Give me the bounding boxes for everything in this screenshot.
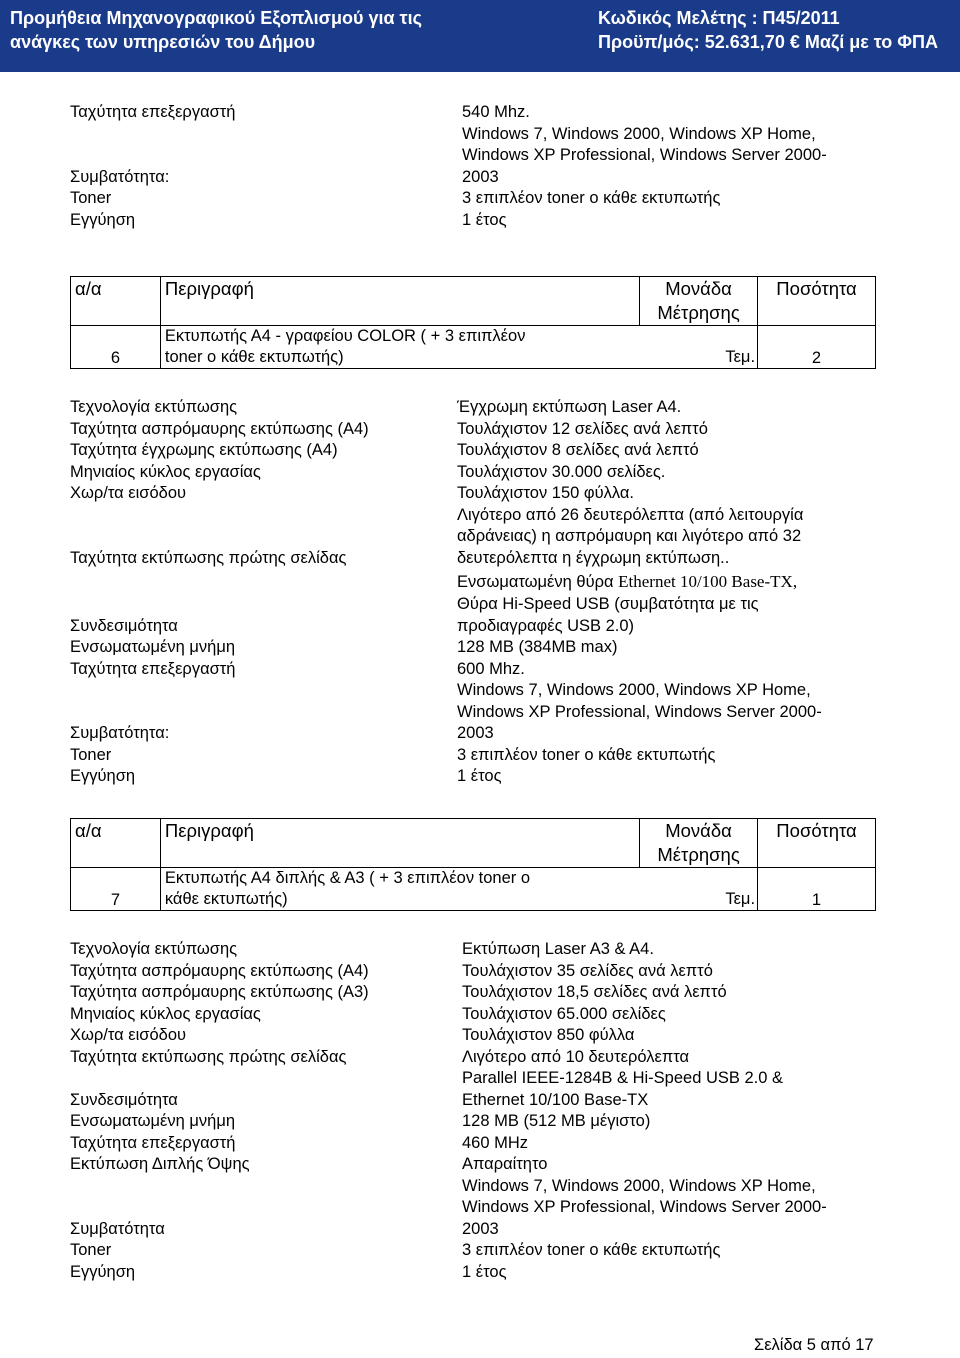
spec-value: Τουλάχιστον 35 σελίδες ανά λεπτό: [462, 961, 713, 980]
item-unit: Τεμ.: [725, 890, 756, 908]
item-description: [160, 868, 757, 911]
page-number: Σελίδα 5 από 17: [754, 1336, 874, 1354]
page-header: [0, 0, 960, 72]
spec-label: Ενσωματωμένη μνήμη: [70, 1112, 236, 1130]
spec-label: Ταχύτητα ασπρόμαυρης εκτύπωσης (Α3): [70, 983, 369, 1001]
col-unit-header: [640, 277, 758, 326]
spec-value: 460 MHz: [462, 1133, 529, 1152]
col-desc-header: Περιγραφή: [160, 277, 639, 326]
header-right: [598, 6, 938, 54]
header-study-code: Κωδικός Μελέτης : Π45/2011: [598, 8, 840, 28]
item-table-6: [70, 276, 876, 369]
spec-label: Ταχύτητα εκτύπωσης πρώτης σελίδας: [70, 548, 347, 567]
spec-value: Απαραίτητο: [462, 1155, 548, 1173]
spec-label: Ταχύτητα εκτύπωσης πρώτης σελίδας: [70, 1047, 347, 1066]
spec-value: 3 επιπλέον toner ο κάθε εκτυπωτής: [457, 745, 716, 764]
item-number: 6: [71, 326, 161, 369]
spec-value: Parallel IEEE-1284B & Hi-Speed USB 2.0 &: [462, 1069, 784, 1087]
spec-label: Ενσωματωμένη μνήμη: [70, 638, 236, 656]
spec-label: Ταχύτητα ασπρόμαυρης εκτύπωσης (Α4): [70, 419, 369, 438]
spec-label: Toner: [70, 189, 112, 207]
spec-label: Μηνιαίος κύκλος εργασίας: [70, 1004, 261, 1023]
table-header-row: [71, 277, 876, 326]
item-quantity: 2: [758, 326, 876, 369]
item-description: [160, 326, 757, 369]
spec-value: [457, 569, 797, 595]
item-quantity: 1: [758, 868, 876, 911]
spec-value: Εκτύπωση Laser A3 & A4.: [462, 940, 654, 958]
spec-label: Συνδεσιμότητα: [70, 1090, 178, 1109]
spec-label: Χωρ/τα εισόδου: [70, 1026, 187, 1044]
col-aa-header: α/α: [71, 277, 161, 326]
spec-value: 128 MB (512 MB μέγιστο): [462, 1112, 651, 1130]
item-number: 7: [71, 868, 161, 911]
spec-value: Έγχρωμη εκτύπωση Laser A4.: [457, 398, 682, 416]
spec-value: 1 έτος: [462, 210, 507, 229]
spec-value-part: ,: [792, 572, 798, 591]
spec-label: Ταχύτητα επεξεργαστή: [70, 103, 236, 121]
spec-value: 2003: [462, 1219, 499, 1238]
header-budget: Προϋπ/μός: 52.631,70 € Μαζί με το ΦΠΑ: [598, 32, 939, 52]
spec-value-ethernet: Ethernet 10/100 Base-TX: [618, 572, 793, 591]
spec-value: Ethernet 10/100 Base-TX: [462, 1090, 649, 1109]
col-unit-line1: Μονάδα: [665, 820, 732, 841]
table-header-row: [71, 819, 876, 868]
spec-value: Τουλάχιστον 12 σελίδες ανά λεπτό: [457, 419, 708, 438]
spec-value: Τουλάχιστον 850 φύλλα: [462, 1026, 635, 1044]
spec-value: 1 έτος: [457, 767, 502, 785]
col-unit-line2: Μέτρησης: [657, 844, 740, 865]
item-table-7: [70, 818, 876, 911]
spec-value: 540 Mhz.: [462, 103, 530, 121]
spec-value-part: Ενσωματωμένη θύρα: [457, 573, 619, 591]
spec-label: Χωρ/τα εισόδου: [70, 484, 187, 502]
header-title-line1: Προμήθεια Μηχανογραφικού Εξοπλισμού για τις: [10, 8, 422, 28]
spec-value: Τουλάχιστον 30.000 σελίδες.: [457, 462, 666, 481]
col-qty-header: Ποσότητα: [758, 277, 876, 326]
spec-value: Windows 7, Windows 2000, Windows XP Home,: [462, 124, 816, 143]
spec-label: Συμβατότητα:: [70, 167, 170, 186]
spec-value: Windows 7, Windows 2000, Windows XP Home,: [457, 681, 811, 699]
spec-value: Τουλάχιστον 150 φύλλα.: [457, 484, 635, 502]
spec-label: Συνδεσιμότητα: [70, 616, 178, 635]
spec-value: προδιαγραφές USB 2.0): [457, 616, 635, 635]
header-left: [10, 6, 422, 54]
spec-label: Ταχύτητα επεξεργαστή: [70, 1133, 236, 1152]
spec-label: Ταχύτητα ασπρόμαυρης εκτύπωσης (Α4): [70, 961, 369, 980]
spec-label: Toner: [70, 1241, 112, 1259]
spec-value: Windows XP Professional, Windows Server 2000-: [457, 702, 822, 721]
spec-label: Εγγύηση: [70, 210, 136, 229]
spec-value: Λιγότερο από 10 δευτερόλεπτα: [462, 1047, 690, 1066]
item-desc-line2: toner ο κάθε εκτυπωτής): [164, 348, 344, 366]
spec-value: Windows XP Professional, Windows Server 2000-: [462, 146, 827, 164]
item-unit: Τεμ.: [725, 348, 756, 366]
spec-label: Εγγύηση: [70, 1262, 136, 1281]
item-desc-line1: Εκτυπωτής Α4 διπλής & Α3 ( + 3 επιπλέον toner ο: [164, 869, 531, 887]
spec-label: Εγγύηση: [70, 767, 136, 785]
spec-value: αδράνειας) η ασπρόμαυρη και λιγότερο από 32: [457, 527, 802, 545]
spec-label: Ταχύτητα επεξεργαστή: [70, 659, 236, 678]
spec-value: Windows XP Professional, Windows Server 2000-: [462, 1198, 827, 1216]
spec-value: 128 MB (384MB max): [457, 638, 618, 656]
spec-value: 3 επιπλέον toner ο κάθε εκτυπωτής: [462, 1241, 721, 1259]
col-aa-header: α/α: [71, 819, 161, 868]
spec-label: Συμβατότητα:: [70, 724, 170, 742]
spec-value: 3 επιπλέον toner ο κάθε εκτυπωτής: [462, 189, 721, 207]
spec-value: 2003: [462, 167, 499, 186]
col-desc-header: Περιγραφή: [160, 819, 639, 868]
spec-value: Windows 7, Windows 2000, Windows XP Home,: [462, 1176, 816, 1195]
col-unit-line2: Μέτρησης: [657, 302, 740, 323]
spec-value: Τουλάχιστον 65.000 σελίδες: [462, 1004, 666, 1023]
header-title-line2: ανάγκες των υπηρεσιών του Δήμου: [10, 32, 316, 52]
spec-value: 600 Mhz.: [457, 659, 525, 678]
spec-value: Τουλάχιστον 18,5 σελίδες ανά λεπτό: [462, 983, 727, 1001]
table-row: [71, 326, 876, 369]
spec-label: Εκτύπωση Διπλής Όψης: [70, 1155, 250, 1173]
spec-label: Ταχύτητα έγχρωμης εκτύπωσης (Α4): [70, 441, 338, 459]
spec-value: Λιγότερο από 26 δευτερόλεπτα (από λειτουργία: [457, 505, 804, 524]
spec-label: Μηνιαίος κύκλος εργασίας: [70, 462, 261, 481]
spec-value: 1 έτος: [462, 1262, 507, 1281]
spec-label: Toner: [70, 745, 112, 764]
spec-value: δευτερόλεπτα η έγχρωμη εκτύπωση..: [457, 548, 730, 567]
table-row: [71, 868, 876, 911]
col-qty-header: Ποσότητα: [758, 819, 876, 868]
spec-value: Τουλάχιστον 8 σελίδες ανά λεπτό: [457, 441, 699, 459]
spec-value: Θύρα Hi-Speed USB (συμβατότητα με τις: [457, 595, 759, 613]
col-unit-line1: Μονάδα: [665, 278, 732, 299]
item-desc-line2: κάθε εκτυπωτής): [164, 890, 288, 908]
spec-label: Τεχνολογία εκτύπωσης: [70, 398, 238, 416]
item-desc-line1: Εκτυπωτής Α4 - γραφείου COLOR ( + 3 επιπλέον: [164, 327, 526, 345]
spec-label: Τεχνολογία εκτύπωσης: [70, 940, 238, 958]
spec-label: Συμβατότητα: [70, 1219, 165, 1238]
spec-value: 2003: [457, 724, 494, 742]
col-unit-header: [640, 819, 758, 868]
